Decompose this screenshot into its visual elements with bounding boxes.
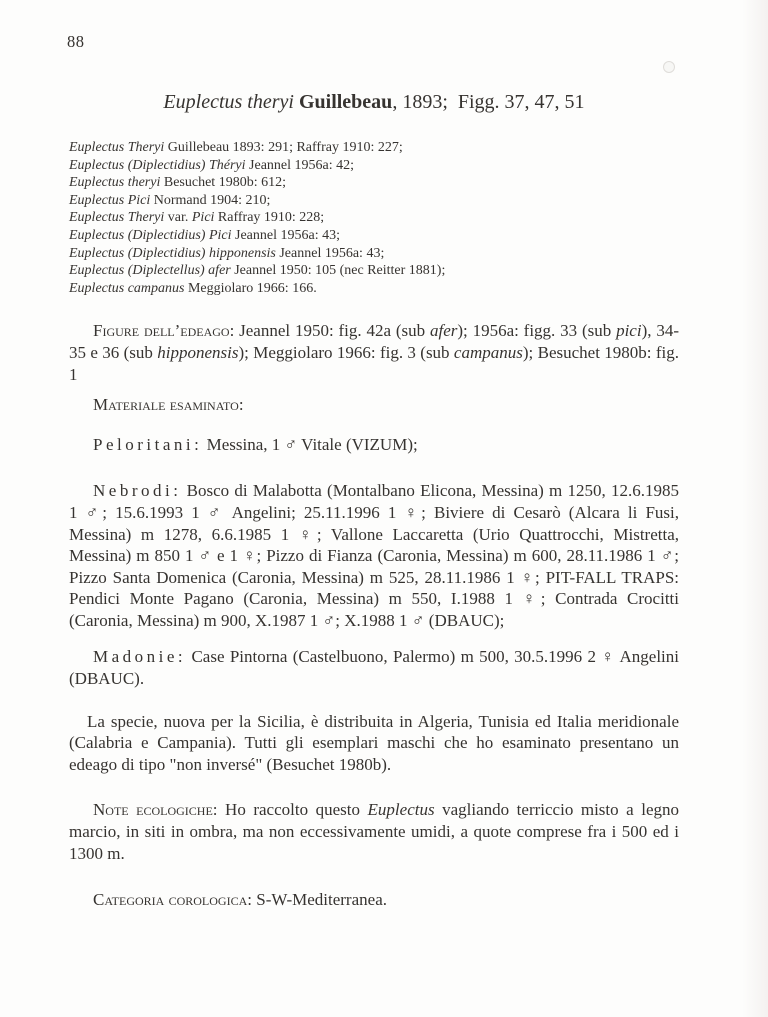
paragraph-categoria-corologica: Categoria corologica: S-W-Mediterranea.	[93, 890, 387, 910]
synonymy-line: Euplectus theryi Besuchet 1980b: 612;	[69, 175, 286, 191]
paragraph-figure-edeago: Figure dell’edeago: Jeannel 1950: fig. 42a (sub afer); 1956a: figg. 33 (sub pici), 34-35 e 36 (sub hipponensis); Meggiolaro 1966: fig. 3 (sub campanus); Besuchet 1980b: fig. 1	[69, 321, 679, 384]
paragraph-peloritani: Peloritani: Messina, 1 ♂ Vitale (VIZUM);	[93, 434, 418, 454]
paragraph-nebrodi: Nebrodi: Bosco di Malabotta (Montalbano Elicona, Messina) m 1250, 12.6.1985 1 ♂; 15.6.1993 1 ♂ Angelini; 25.11.1996 1 ♀; Biviere di Cesarò (Alcara li Fusi, Messina) m 1278, 6.6.1985 1 ♀; Vallone Laccaretta (Urio Quattrocchi, Mistretta, Messina) m 850 1 ♂ e 1 ♀; Pizzo di Fianza (Caronia, Messina) m 600, 28.11.1986 1 ♂; Pizzo Santa Domenica (Caronia, Messina) m 525, 28.11.1986 1 ♀; PIT-FALL TRAPS: Pendici Monte Pagano (Caronia, Messina) m 550, I.1988 1 ♀; Contrada Crocitti (Caronia, Messina) m 900, X.1987 1 ♂; X.1988 1 ♂ (DBAUC);	[69, 481, 679, 630]
paragraph-madonie: Madonie: Case Pintorna (Castelbuono, Palermo) m 500, 30.5.1996 2 ♀ Angelini (DBAUC).	[69, 647, 679, 689]
paragraph-materiale-esaminato: Materiale esaminato:	[93, 395, 244, 415]
text-column	[69, 0, 679, 911]
synonymy-line: Euplectus Theryi Guillebeau 1893: 291; Raffray 1910: 227;	[69, 140, 403, 155]
synonymy-line: Euplectus (Diplectellus) afer Jeannel 1950: 105 (nec Reitter 1881);	[69, 263, 446, 279]
paragraph-distribution: La specie, nuova per la Sicilia, è distribuita in Algeria, Tunisia ed Italia meridionale (Calabria e Campania). Tutti gli esemplari maschi che ho esaminato presentano un edeago di tipo "non inversé" (Besuchet 1980b).	[69, 711, 679, 774]
page-number: 88	[67, 32, 85, 51]
synonymy-line: Euplectus Pici Normand 1904: 210;	[69, 192, 271, 208]
species-title: Euplectus theryi Guillebeau, 1893; Figg. 37, 47, 51	[163, 91, 585, 113]
synonymy-line: Euplectus (Diplectidius) Pici Jeannel 1956a: 43;	[69, 227, 340, 243]
synonymy-list	[69, 139, 679, 297]
paragraph-note-ecologiche: Note ecologiche: Ho raccolto questo Euplectus vagliando terriccio misto a legno marcio, in siti in ombra, ma non eccessivamente umidi, a quote comprese fra i 500 ed i 1300 m.	[69, 800, 679, 863]
synonymy-line: Euplectus campanus Meggiolaro 1966: 166.	[69, 280, 317, 296]
synonymy-line: Euplectus Theryi var. Pici Raffray 1910: 228;	[69, 210, 325, 226]
synonymy-line: Euplectus (Diplectidius) Théryi Jeannel 1956a: 42;	[69, 157, 355, 173]
synonymy-line: Euplectus (Diplectidius) hipponensis Jeannel 1956a: 43;	[69, 245, 385, 261]
